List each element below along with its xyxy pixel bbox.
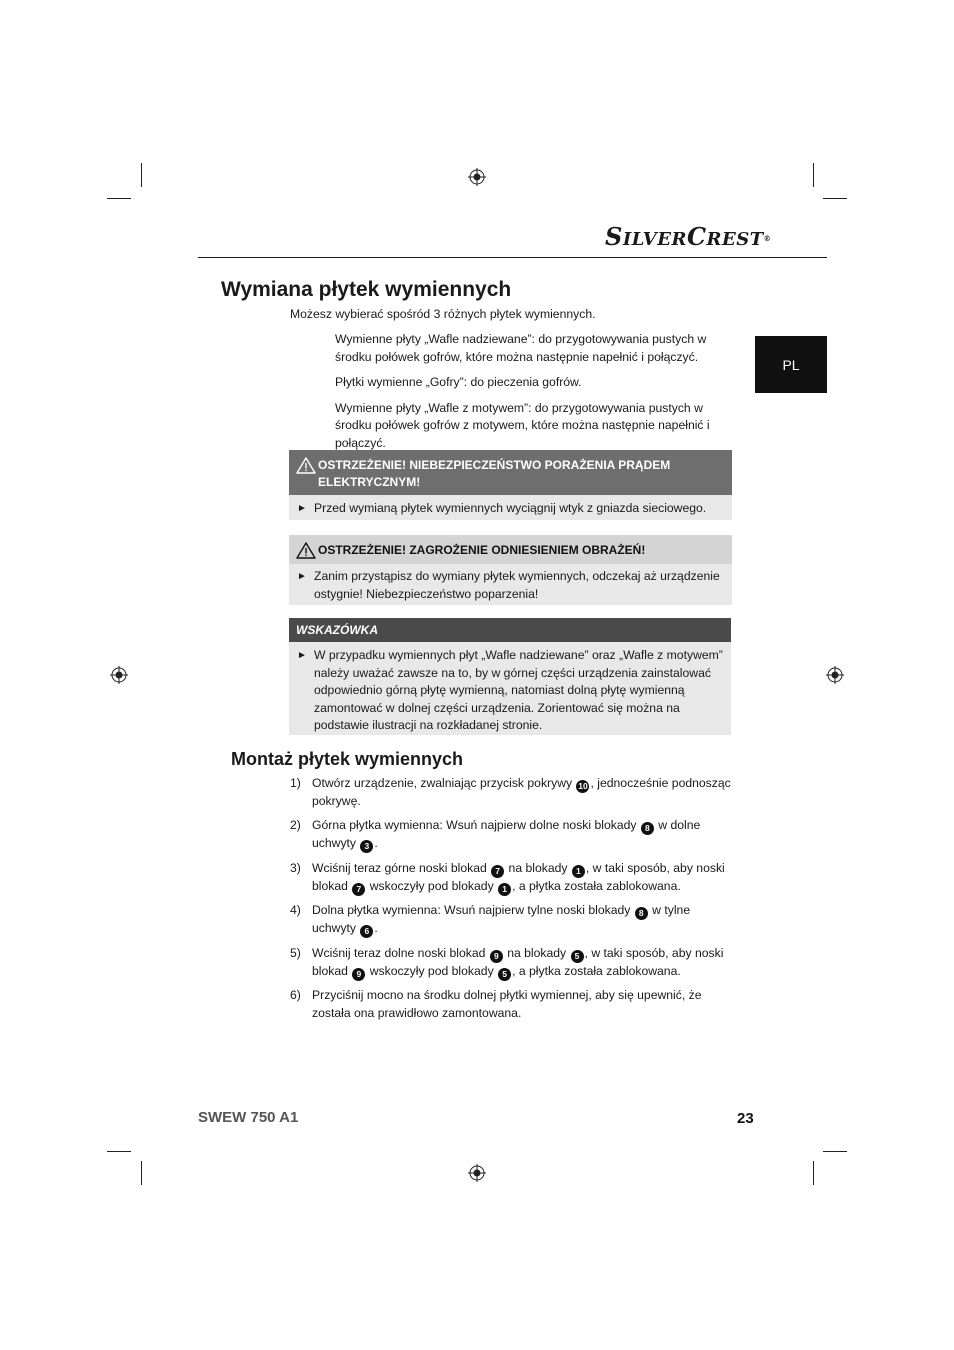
step-text: Wciśnij teraz górne noski blokad 7 na blokady 1 , w taki sposób, aby noski blokad 7 wskoczyły pod blokady 1 , a płytka została zablokowana. (312, 860, 725, 894)
model-number: SWEW 750 A1 (198, 1109, 299, 1126)
step-number: 5) (290, 945, 301, 960)
arrow-bullet-icon: ► (297, 650, 307, 661)
crop-mark (141, 1161, 142, 1185)
part-number-badge: 3 (360, 840, 373, 853)
warning-body: ► Zanim przystąpisz do wymiany płytek wymiennych, odczekaj aż urządzenie ostygnie! Niebezpieczeństwo poparzenia! (289, 564, 732, 605)
header-rule (198, 257, 827, 258)
options-list (335, 331, 735, 460)
step-text: Dolna płytka wymienna: Wsuń najpierw tylne noski blokady 8 w tylne uchwyty 6 . (312, 903, 691, 936)
option-item: Wymienne płyty „Wafle z motywem”: do przygotowywania pustych w środku połówek gofrów z motywem, które można następnie napełnić i połączyć. (335, 400, 710, 450)
arrow-bullet-icon: ► (297, 503, 307, 514)
step-text: Wciśnij teraz dolne noski blokad 9 na blokady 5 , w taki sposób, aby noski blokad 9 wskoczyły pod blokady 5 , a płytka została zablokowana. (312, 945, 724, 979)
arrow-bullet-icon: ► (297, 571, 307, 582)
part-number-badge: 1 (572, 865, 585, 878)
crop-mark (823, 1151, 847, 1152)
warning-box-electric (289, 450, 732, 520)
part-number-badge: 9 (490, 950, 503, 963)
part-number-badge: 1 (498, 883, 511, 896)
part-number-badge: 6 (360, 925, 373, 938)
language-label: PL (782, 356, 800, 373)
registration-mark-icon (468, 1164, 486, 1182)
warning-heading: OSTRZEŻENIE! ZAGROŻENIE ODNIESIENIEM OBRAŻEŃ! (289, 535, 732, 564)
section-title: Montaż płytek wymiennych (231, 749, 464, 769)
step-text: Górna płytka wymienna: Wsuń najpierw dolne noski blokady 8 w dolne uchwyty 3 . (312, 818, 701, 851)
brand-logo: SILVERCREST® (605, 222, 772, 251)
crop-mark (813, 1161, 814, 1185)
warning-triangle-icon (296, 457, 316, 474)
step-item (290, 775, 734, 811)
step-text: Przyciśnij mocno na środku dolnej płytki wymiennej, aby się upewnić, że została ona prawidłowo zamontowana. (312, 988, 702, 1020)
part-number-badge: 9 (352, 968, 365, 981)
step-item (290, 860, 734, 896)
steps-list (290, 775, 734, 1029)
part-number-badge: 7 (352, 883, 365, 896)
crop-mark (107, 1151, 131, 1152)
hint-body: ► W przypadku wymiennych płyt „Wafle nadziewane” oraz „Wafle z motywem” należy uważać zawsze na to, by w górnej części urządzenia zainstalować odpowiednio górną płytę wymienną, natomiast dolną płytę wymienną zamontować w dolnej części urządzenia. Zorientować się można na podstawie ilustracji na rozkładanej stronie. (289, 642, 731, 735)
step-number: 1) (290, 776, 301, 790)
registration-mark-icon (826, 666, 844, 684)
part-number-badge: 10 (578, 781, 588, 791)
part-number-badge: 8 (641, 822, 654, 835)
step-item (290, 902, 734, 938)
hint-heading: WSKAZÓWKA (289, 618, 731, 642)
crop-mark (107, 198, 131, 199)
page-number: 23 (737, 1110, 754, 1127)
step-number: 3) (290, 860, 301, 875)
warning-box-injury (289, 535, 732, 605)
part-number-badge: 8 (635, 907, 648, 920)
warning-heading: OSTRZEŻENIE! NIEBEZPIECZEŃSTWO PORAŻENIA PRĄDEM ELEKTRYCZNYM! (289, 450, 732, 495)
crop-mark (823, 198, 847, 199)
crop-mark (141, 163, 142, 187)
step-item (290, 987, 734, 1022)
registration-mark-icon (468, 168, 486, 186)
warning-triangle-icon (296, 542, 316, 559)
step-text: Otwórz urządzenie, zwalniając przycisk pokrywy 10 , jednocześnie podnosząc pokrywę. (312, 776, 731, 808)
option-item: Wymienne płyty „Wafle nadziewane”: do przygotowywania pustych w środku połówek gofrów, które można następnie napełnić i połączyć. (335, 332, 707, 364)
intro-text: Możesz wybierać spośród 3 różnych płytek wymiennych. (290, 307, 596, 321)
step-item (290, 817, 734, 853)
page-title: Wymiana płytek wymiennych (221, 278, 512, 301)
step-number: 4) (290, 903, 301, 917)
language-tab (755, 336, 827, 393)
step-number: 6) (290, 988, 301, 1002)
part-number-badge: 5 (571, 950, 584, 963)
part-number-badge: 7 (491, 865, 504, 878)
step-number: 2) (290, 818, 301, 832)
registration-mark-icon (110, 666, 128, 684)
warning-body: ► Przed wymianą płytek wymiennych wyciągnij wtyk z gniazda sieciowego. (289, 495, 732, 520)
option-item: Płytki wymienne „Gofry”: do pieczenia gofrów. (335, 375, 582, 389)
step-item (290, 945, 734, 981)
part-number-badge: 5 (498, 968, 511, 981)
crop-mark (813, 163, 814, 187)
hint-box (289, 618, 731, 735)
